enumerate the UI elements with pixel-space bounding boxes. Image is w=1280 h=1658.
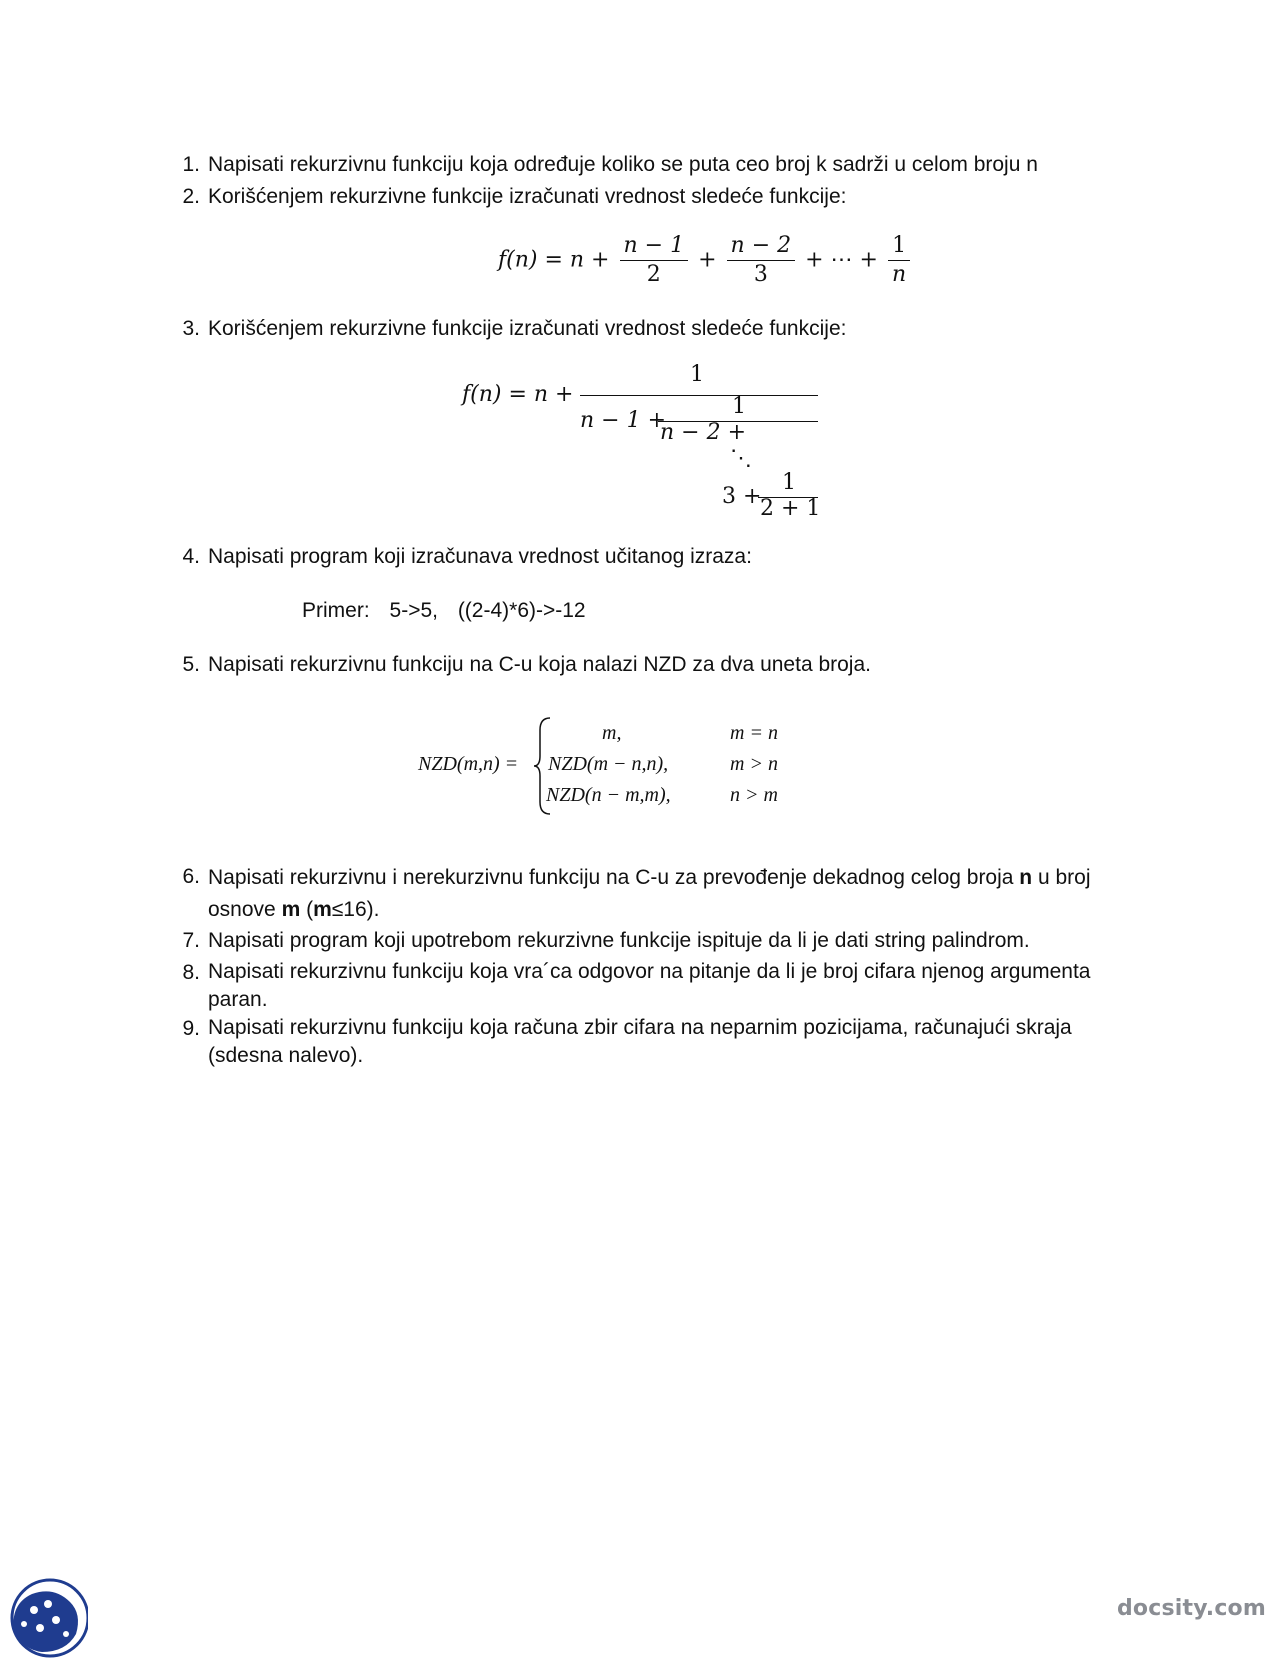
item-text: Napisati rekurzivnu funkciju koja određuje koliko se puta ceo broj k sadrži u celom broju n xyxy=(208,153,1038,176)
item-number: 7. xyxy=(182,929,200,952)
bold-n: n xyxy=(1019,866,1033,889)
item-number: 4. xyxy=(182,545,200,568)
case-expr: NZD(m − n,n), xyxy=(548,753,669,775)
case-expr: NZD(n − m,m), xyxy=(546,784,671,806)
case-cond: m = n xyxy=(730,722,778,744)
diagonal-dots: ⋱ xyxy=(730,446,752,471)
brand-wordmark[interactable]: docsity.com xyxy=(1116,1596,1266,1621)
example-line xyxy=(302,596,600,626)
numerator: 1 xyxy=(888,232,910,261)
numerator: n − 1 xyxy=(620,232,689,261)
text-fragment: ≤16). xyxy=(331,898,380,921)
item-text: Napisati program koji izračunava vrednost učitanog izraza: xyxy=(208,545,752,568)
nzd-lhs: NZD(m,n) = xyxy=(418,753,519,775)
item-number: 5. xyxy=(182,653,200,676)
numerator: 1 xyxy=(732,394,746,419)
item-text xyxy=(208,862,1108,926)
formula-lhs: f(n) = n + xyxy=(462,382,574,407)
denominator: n xyxy=(891,262,907,287)
example-2: ((2-4)*6)->-12 xyxy=(457,599,586,622)
continued-level-3: 3 + xyxy=(722,484,762,509)
continued-level-2: n − 2 + xyxy=(660,420,747,445)
example-label: Primer: xyxy=(302,599,370,622)
formula-lhs: f(n) = n + xyxy=(498,247,610,273)
item-text: Napisati rekurzivnu funkciju na C-u koja nalazi NZD za dva uneta broja. xyxy=(208,653,871,676)
bold-m: m xyxy=(313,898,332,921)
ellipsis-plus: + ⋯ + xyxy=(805,247,878,273)
item-number: 2. xyxy=(182,185,200,208)
numerator: 1 xyxy=(690,362,704,387)
text-fragment: osnove xyxy=(208,898,282,921)
plus-sign: + xyxy=(698,247,717,273)
item-text: Napisati rekurzivnu funkciju koja vra´ca odgovor na pitanje da li je broj cifara njenog argumenta paran. xyxy=(208,960,1091,1011)
numerator: 1 xyxy=(782,470,796,495)
case-expr: m, xyxy=(602,722,622,744)
item-text: Napisati rekurzivnu funkciju koja računa zbir cifara na neparnim pozicijama, računajući skraja (sdesna nalevo). xyxy=(208,1016,1072,1067)
denominator: 2 + 1 xyxy=(760,496,821,521)
text-fragment: u broj xyxy=(1032,866,1091,889)
text-fragment: ( xyxy=(300,898,314,921)
item-number: 3. xyxy=(182,317,200,340)
item-text: Napisati program koji upotrebom rekurzivne funkcije ispituje da li je dati string palindrom. xyxy=(208,929,1030,952)
item-text: Korišćenjem rekurzivne funkcije izračunati vrednost sledeće funkcije: xyxy=(208,317,847,340)
fraction-bar xyxy=(580,395,818,396)
bold-m: m xyxy=(281,898,301,921)
item-text: Korišćenjem rekurzivne funkcije izračunati vrednost sledeće funkcije: xyxy=(208,185,847,208)
numerator: n − 2 xyxy=(727,232,796,261)
item-number: 6. xyxy=(182,865,200,888)
fraction xyxy=(620,232,689,289)
example-1: 5->5, xyxy=(389,599,438,622)
item-number: 1. xyxy=(182,153,200,176)
case-cond: n > m xyxy=(730,784,778,806)
item-number: 8. xyxy=(182,961,200,984)
fraction xyxy=(727,232,796,289)
continued-level-1: n − 1 + xyxy=(580,408,667,433)
denominator: 3 xyxy=(753,262,768,287)
item-number: 9. xyxy=(182,1017,200,1040)
denominator: 2 xyxy=(646,262,661,287)
case-cond: m > n xyxy=(730,753,778,775)
formula-series xyxy=(498,232,913,289)
fraction xyxy=(888,232,910,289)
docsity-bird-icon[interactable] xyxy=(4,1574,88,1658)
text-fragment: Napisati rekurzivnu i nerekurzivnu funkciju na C-u za prevođenje dekadnog celog broja xyxy=(208,866,1020,889)
